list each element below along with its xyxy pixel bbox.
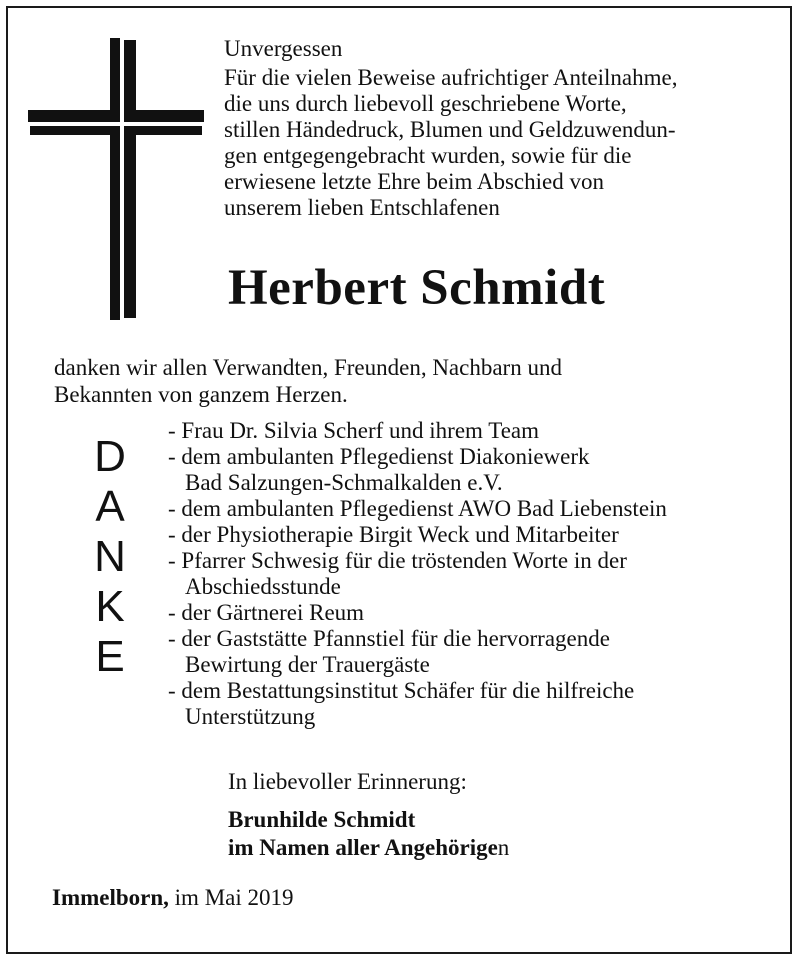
thanks-line: danken wir allen Verwandten, Freunden, Nachbarn und <box>54 355 562 380</box>
danke-letter: A <box>95 482 125 531</box>
danke-letter: E <box>95 632 125 681</box>
list-item-continuation: Bewirtung der Trauergäste <box>185 652 430 677</box>
place-date <box>52 884 294 912</box>
danke-letter: D <box>94 432 126 481</box>
list-item-text: - der Gaststätte Pfannstiel für die hervorragende <box>168 626 610 651</box>
danke-vertical-word <box>88 432 132 682</box>
list-item-text: - der Physiotherapie Birgit Weck und Mitarbeiter <box>168 522 619 547</box>
list-item-text: - Pfarrer Schwesig für die tröstenden Worte in der <box>168 548 627 573</box>
place-name: Immelborn, <box>52 885 169 910</box>
danke-letter: K <box>95 582 125 631</box>
memory-line: In liebevoller Erinnerung: <box>228 769 467 794</box>
deceased-name: Herbert Schmidt <box>228 260 606 316</box>
signers <box>228 806 509 862</box>
list-item <box>168 626 667 678</box>
list-item <box>168 548 667 600</box>
list-item <box>168 522 667 548</box>
signer-relation-rest: n <box>497 835 510 860</box>
closing-memory <box>228 768 467 796</box>
signer-relation-bold: im Namen aller Angehörige <box>228 835 498 860</box>
intro-line: gen entgegengebracht wurden, sowie für die <box>224 143 632 168</box>
intro-heading: Unvergessen <box>224 36 343 61</box>
list-item-text: - der Gärtnerei Reum <box>168 600 365 625</box>
cross-icon <box>28 38 204 320</box>
list-item-continuation: Unterstützung <box>185 704 316 729</box>
thanks-line: Bekannten von ganzem Herzen. <box>54 382 348 407</box>
thanks-list <box>168 418 667 730</box>
list-item-text: - dem Bestattungsinstitut Schäfer für die hilfreiche <box>168 678 635 703</box>
danke-letter: N <box>94 532 126 581</box>
signer-relation <box>228 834 509 862</box>
intro-line: unserem lieben Entschlafenen <box>224 195 500 220</box>
intro-line: stillen Händedruck, Blumen und Geldzuwendun- <box>224 117 676 142</box>
list-item-continuation: Abschiedsstunde <box>185 574 341 599</box>
list-item-continuation: Bad Salzungen-Schmalkalden e.V. <box>185 470 503 495</box>
list-item <box>168 418 667 444</box>
list-item-text: - dem ambulanten Pflegedienst Diakoniewerk <box>168 444 590 469</box>
list-item <box>168 444 667 496</box>
list-item <box>168 678 667 730</box>
list-item-text: - dem ambulanten Pflegedienst AWO Bad Liebenstein <box>168 496 667 521</box>
list-item-text: - Frau Dr. Silvia Scherf und ihrem Team <box>168 418 539 443</box>
intro-line: Für die vielen Beweise aufrichtiger Anteilnahme, <box>224 65 678 90</box>
list-item <box>168 600 667 626</box>
date-text: im Mai 2019 <box>174 885 294 910</box>
intro-line: die uns durch liebevoll geschriebene Worte, <box>224 91 627 116</box>
intro-line: erwiesene letzte Ehre beim Abschied von <box>224 169 604 194</box>
signer-name <box>228 806 509 834</box>
signer-name-text: Brunhilde Schmidt <box>228 807 416 832</box>
intro-text <box>224 36 764 221</box>
list-item <box>168 496 667 522</box>
thanks-text <box>54 354 562 408</box>
